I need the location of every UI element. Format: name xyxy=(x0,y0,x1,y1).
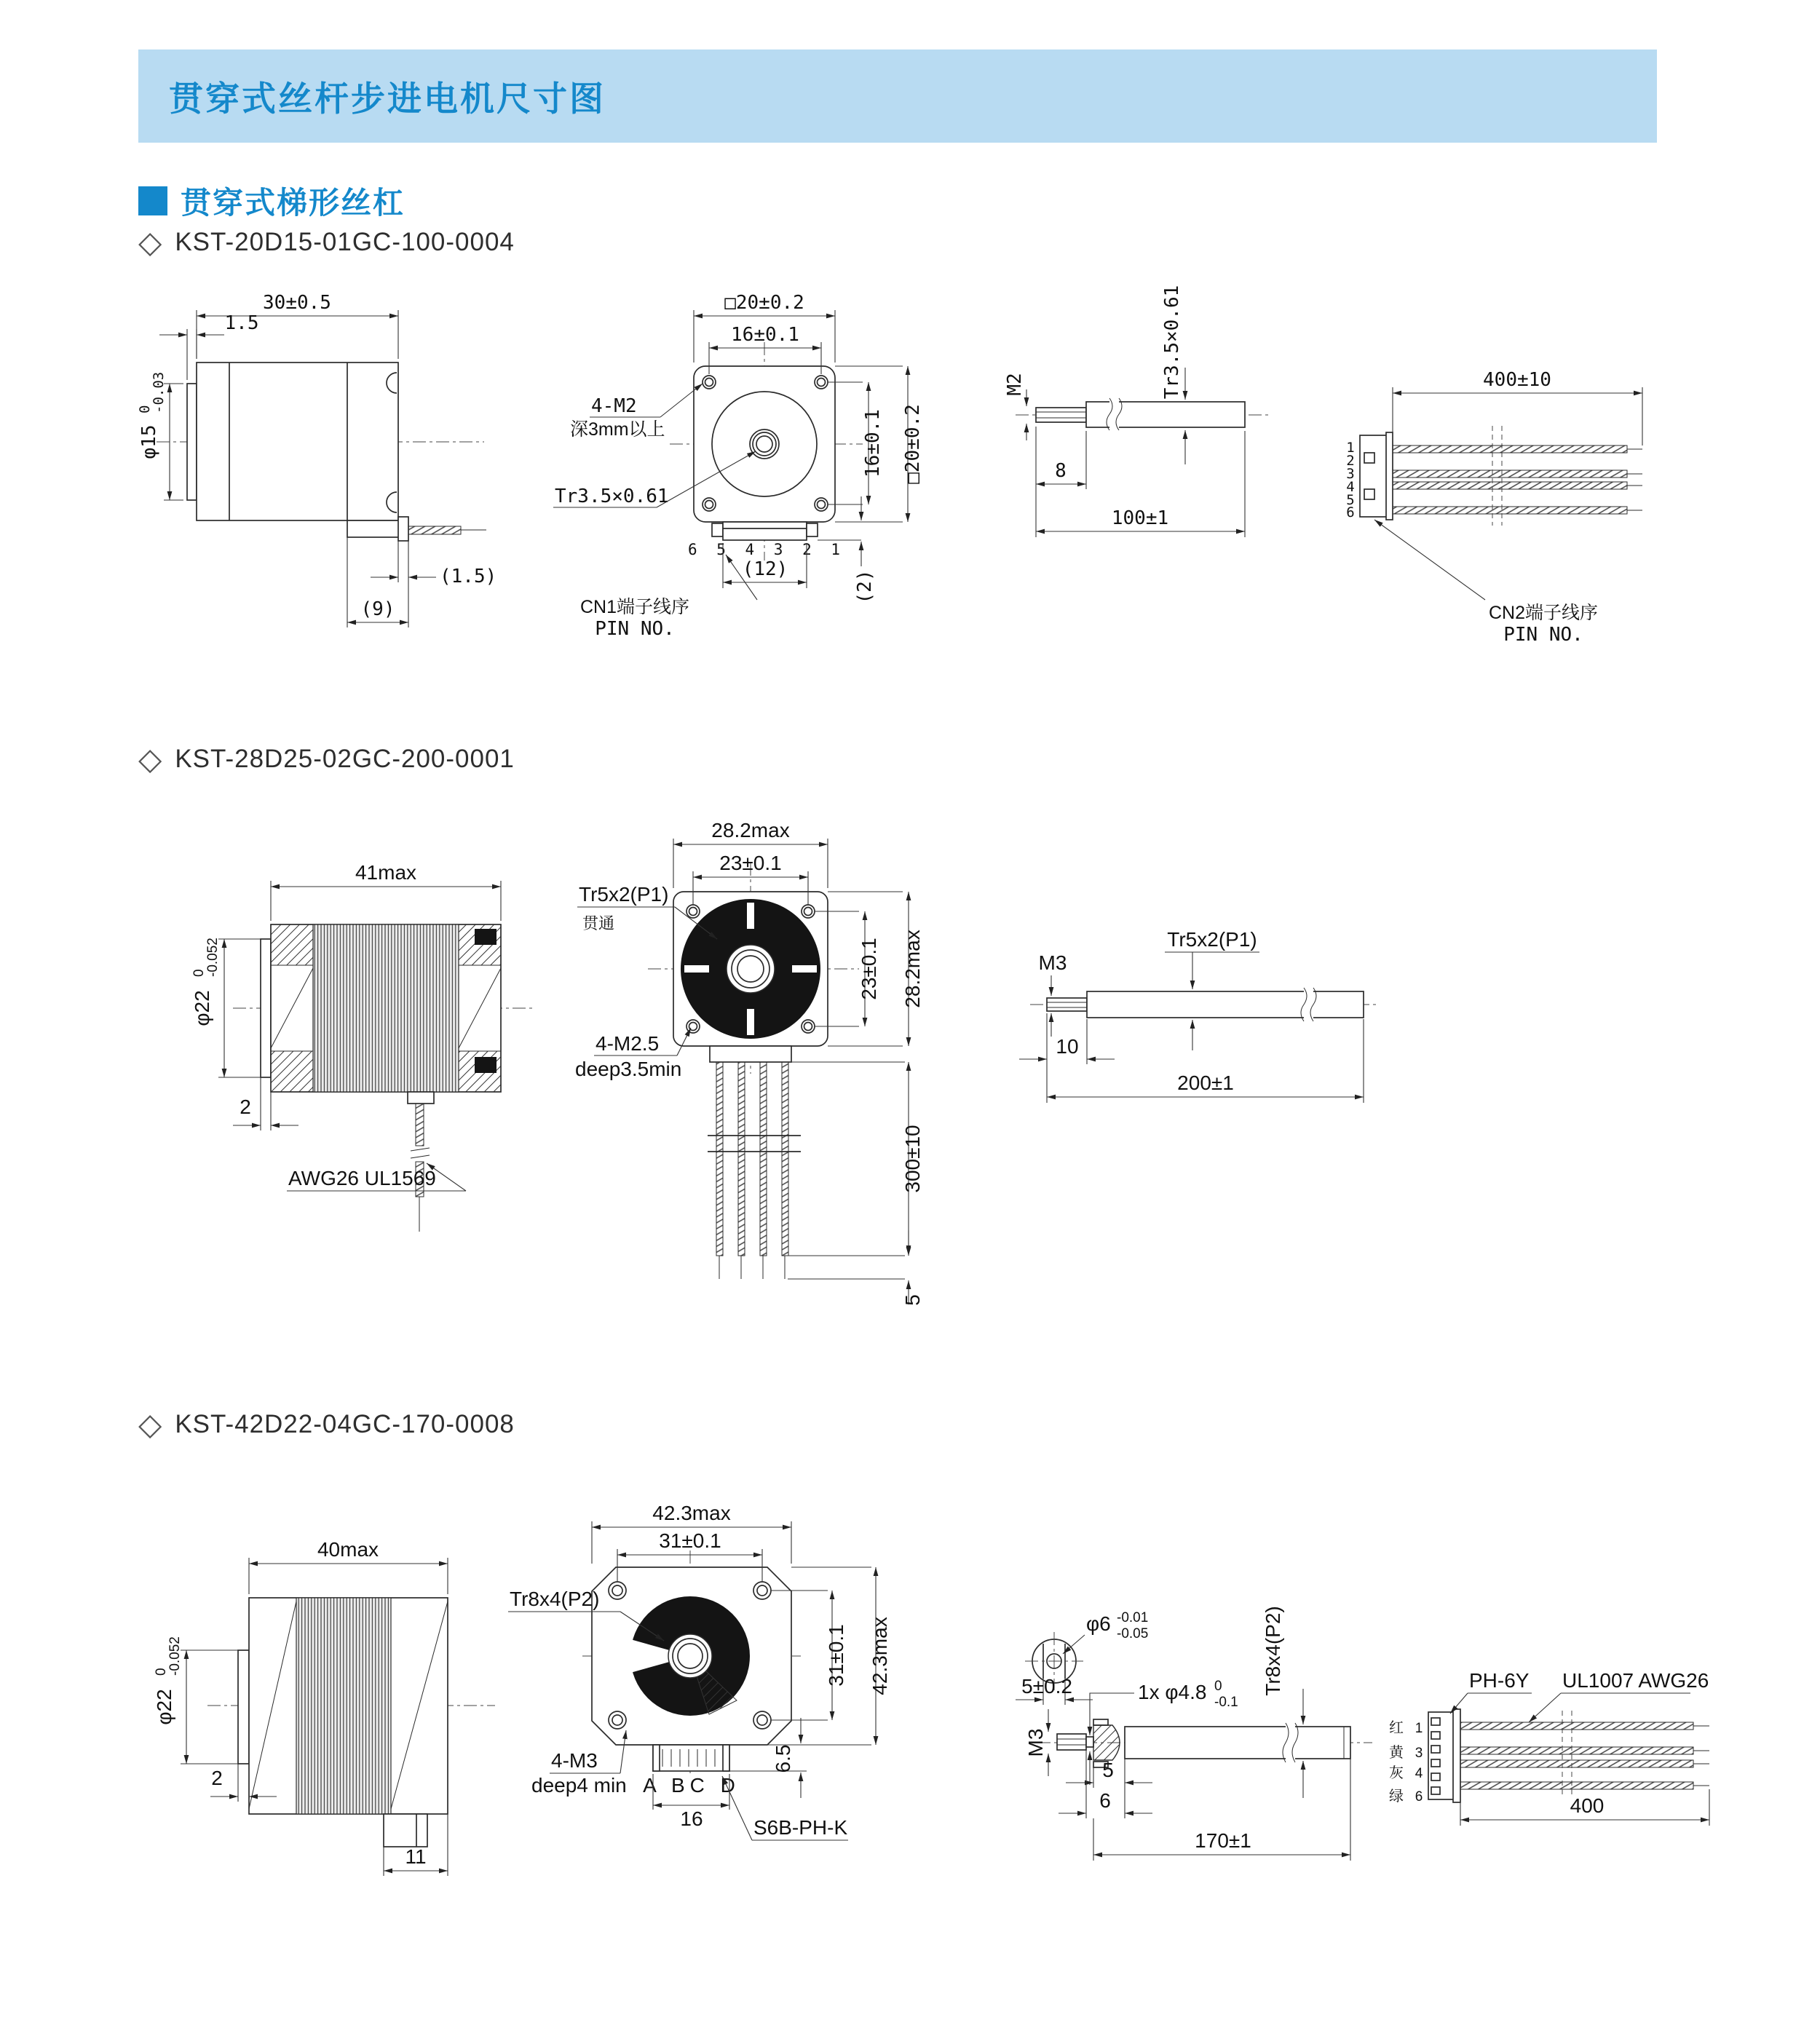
dim-m3-sec-sup: -0.01 xyxy=(1117,1610,1149,1625)
label-m2-screw-note: deep3.5min xyxy=(575,1058,682,1080)
m3-cable-pin: 3 xyxy=(1415,1746,1423,1761)
m3-front-view xyxy=(508,1502,891,1840)
diamond-icon: ◇ xyxy=(138,1407,162,1441)
label-m1-screw-note: 深3mm以上 xyxy=(570,419,665,440)
svg-text:0: 0 xyxy=(154,1668,169,1676)
m3-cable-wire xyxy=(1460,1782,1693,1789)
page-title: 贯穿式丝杆步进电机尺寸图 xyxy=(169,79,606,118)
dim-m1-pcd: 16±0.1 xyxy=(731,324,799,346)
m1-cable-pin: 4 xyxy=(1346,479,1355,495)
dim-m3-nut: 5 xyxy=(1102,1759,1114,1781)
dim-m2-outer: 28.2max xyxy=(711,819,790,841)
m2-motor-wire xyxy=(782,1062,788,1256)
m1-cable-pin: 5 xyxy=(1346,492,1355,508)
m3-cable-pin: 1 xyxy=(1415,1721,1423,1736)
m2-front-view xyxy=(575,819,924,1306)
dim-m2-pcd: 23±0.1 xyxy=(719,852,782,874)
dim-m3-conn-h: 6.5 xyxy=(772,1744,794,1773)
m1-cable-pin: 6 xyxy=(1346,504,1355,520)
dim-m3-length: 40max xyxy=(317,1538,379,1561)
dim-m3-tip-thread: M3 xyxy=(1024,1728,1047,1757)
svg-text:-0.052: -0.052 xyxy=(205,938,221,977)
label-m1-leadscrew: Tr3.5×0.61 xyxy=(555,486,669,507)
m2-shaft-view xyxy=(1019,928,1380,1103)
dim-m3-tip-len: 6 xyxy=(1099,1789,1111,1812)
m1-cable-pin: 2 xyxy=(1346,453,1355,469)
dim-m2-shaft-len: 200±1 xyxy=(1177,1072,1234,1094)
m1-side-view xyxy=(137,292,496,627)
dim-m2-pilot: 2 xyxy=(240,1096,251,1118)
dim-m2-wires-len: 300±10 xyxy=(901,1125,924,1193)
m1-lead-wire xyxy=(408,526,461,534)
dim-m1-diameter xyxy=(137,372,167,459)
label-m1-shaft-lead: Tr3.5×0.61 xyxy=(1161,285,1183,400)
dim-m3-diameter xyxy=(153,1636,183,1725)
m1-cable-wire xyxy=(1393,470,1627,478)
m1-front-view xyxy=(553,292,924,640)
dim-m3-sec-sub: -0.05 xyxy=(1117,1626,1149,1641)
svg-text:0: 0 xyxy=(137,405,153,413)
dim-m1-length: 30±0.5 xyxy=(263,292,331,314)
label-m1-pin-order: 6 5 4 3 2 1 xyxy=(687,541,846,558)
m2-motor-wire xyxy=(760,1062,767,1256)
m3-cable-pin: 4 xyxy=(1415,1766,1423,1781)
label-m3-connector: S6B-PH-K xyxy=(753,1816,848,1839)
dim-m2-outer-v: 28.2max xyxy=(901,930,924,1008)
m3-nut xyxy=(1093,1725,1120,1760)
m1-cable-pin: 3 xyxy=(1346,466,1355,482)
dim-m3-flats: 5±0.2 xyxy=(1021,1675,1072,1698)
label-m1-pinno: PIN NO. xyxy=(595,618,675,640)
model-name-2: KST-28D25-02GC-200-0001 xyxy=(175,745,515,773)
dim-m3-groove-sup: 0 xyxy=(1214,1679,1222,1694)
m1-cable-view xyxy=(1346,369,1642,646)
svg-text:-0.052: -0.052 xyxy=(167,1636,183,1676)
dim-m3-sec-dia: φ6 xyxy=(1086,1612,1111,1635)
m3-cable-view xyxy=(1389,1669,1709,1826)
dim-m2-pcd-v: 23±0.1 xyxy=(858,938,880,1000)
dim-m1-tail: (1.5) xyxy=(440,566,497,587)
dim-m1-rear: (9) xyxy=(360,598,395,620)
m3-wire-color: 灰 xyxy=(1389,1765,1404,1781)
m3-wire-color: 黄 xyxy=(1389,1745,1404,1761)
dim-m1-conn-w: (12) xyxy=(742,558,788,580)
diamond-icon: ◇ xyxy=(138,742,162,776)
dim-m2-strip: 5 xyxy=(901,1294,924,1306)
section-title: 贯穿式梯形丝杠 xyxy=(181,186,405,220)
m3-connector xyxy=(653,1745,729,1771)
m1-front-flange xyxy=(694,366,835,522)
m2-pilot-boss xyxy=(261,939,271,1077)
m2-coil xyxy=(313,924,459,1092)
svg-text:φ22: φ22 xyxy=(191,990,213,1026)
dim-m1-conn-h: (2) xyxy=(854,569,876,604)
model-name-1: KST-20D15-01GC-100-0004 xyxy=(175,228,515,256)
m1-bottom-bracket xyxy=(347,520,399,537)
m2-leadscrew-rod xyxy=(1087,991,1364,1018)
label-m2-screw: 4-M2.5 xyxy=(596,1032,660,1055)
m3-cable-wire xyxy=(1460,1722,1693,1730)
m2-shaft-tip xyxy=(1047,998,1087,1011)
label-m2-lead: Tr5x2(P1) xyxy=(579,883,669,906)
dim-m1-pilot: 1.5 xyxy=(224,312,259,334)
dim-m3-outer-v: 42.3max xyxy=(869,1617,891,1695)
m3-shaft-view xyxy=(1016,1606,1372,1861)
dim-m1-tip-len: 8 xyxy=(1055,460,1067,482)
m1-connector xyxy=(723,522,807,540)
dim-m3-pilot: 2 xyxy=(211,1767,223,1789)
m3-pilot-boss xyxy=(238,1650,249,1764)
dim-m3-outer: 42.3max xyxy=(652,1502,731,1524)
label-m1-cn2: CN2端子线序 xyxy=(1488,603,1599,623)
dim-m3-conn: 11 xyxy=(405,1845,427,1868)
label-m3-screw-note: deep4 min xyxy=(531,1774,627,1797)
dim-m3-cable-len: 400 xyxy=(1570,1794,1605,1817)
dim-m2-diameter xyxy=(191,938,221,1026)
m2-lead-wire xyxy=(416,1104,424,1146)
dim-m3-groove-sub: -0.1 xyxy=(1214,1695,1238,1710)
m1-pilot-boss xyxy=(187,384,197,500)
label-m2-shaft-lead: Tr5x2(P1) xyxy=(1167,928,1257,951)
label-m3-shaft-lead: Tr8x4(P2) xyxy=(1262,1606,1284,1696)
dim-m3-pcd-v: 31±0.1 xyxy=(825,1624,847,1687)
label-m3-screw: 4-M3 xyxy=(551,1749,598,1772)
svg-text:0: 0 xyxy=(191,969,207,977)
label-m3-cable-conn: PH-6Y xyxy=(1469,1669,1530,1692)
m3-wire-color: 绿 xyxy=(1389,1789,1404,1805)
m3-leadscrew-rod xyxy=(1125,1727,1350,1759)
svg-text:φ22: φ22 xyxy=(153,1689,175,1725)
label-m1-cn1: CN1端子线序 xyxy=(579,597,690,617)
m3-cable-wire xyxy=(1460,1760,1693,1767)
m1-cable-connector xyxy=(1360,435,1388,517)
label-m2-lead-note: 贯通 xyxy=(582,914,615,932)
m3-cable-pin: 6 xyxy=(1415,1789,1423,1805)
m1-cable-wire xyxy=(1393,445,1627,453)
m3-coil xyxy=(296,1598,391,1814)
label-m1-cable-pinno: PIN NO. xyxy=(1503,624,1583,646)
m1-cable-wire xyxy=(1393,482,1627,489)
m3-connector-step xyxy=(384,1814,427,1847)
dim-m3-groove: 1x φ4.8 xyxy=(1138,1681,1207,1703)
m1-cable-pin: 1 xyxy=(1346,440,1355,456)
label-m3-lead: Tr8x4(P2) xyxy=(510,1588,600,1610)
dim-m2-tip-len: 10 xyxy=(1056,1035,1079,1058)
m2-side-view xyxy=(191,861,535,1232)
dim-m1-cable-len: 400±10 xyxy=(1483,369,1551,391)
m2-motor-wire xyxy=(738,1062,745,1256)
dim-m1-pcd-v: 16±0.1 xyxy=(862,409,884,478)
svg-text:-0.03: -0.03 xyxy=(151,371,167,413)
dim-m2-length: 41max xyxy=(355,861,417,884)
dim-m1-tip-thread: M2 xyxy=(1004,373,1026,396)
dim-m1-outer: □20±0.2 xyxy=(724,292,804,314)
m1-motor-body xyxy=(197,363,398,520)
dim-m3-shaft-len: 170±1 xyxy=(1195,1829,1251,1852)
m2-wire-exit xyxy=(710,1046,791,1062)
m3-shaft-tip xyxy=(1057,1734,1086,1750)
dim-m2-tip-thread: M3 xyxy=(1038,951,1067,974)
m1-shaft-tip xyxy=(1036,408,1086,422)
m3-wire-color: 红 xyxy=(1389,1720,1404,1736)
model-name-3: KST-42D22-04GC-170-0008 xyxy=(175,1410,515,1438)
dim-m3-conn-w: 16 xyxy=(680,1807,703,1830)
label-m3-cable-wire: UL1007 AWG26 xyxy=(1562,1669,1709,1692)
dim-m1-shaft-len: 100±1 xyxy=(1111,507,1169,529)
m1-cable-wire xyxy=(1393,507,1627,514)
m3-cable-wire xyxy=(1460,1747,1693,1754)
label-m2-wire: AWG26 UL1569 xyxy=(288,1167,436,1189)
diamond-icon: ◇ xyxy=(138,225,162,259)
m1-shaft-view xyxy=(1004,285,1270,537)
label-m1-screw: 4-M2 xyxy=(591,395,637,417)
m2-motor-wire xyxy=(716,1062,723,1256)
m3-side-view xyxy=(153,1538,495,1876)
dim-m3-pcd: 31±0.1 xyxy=(659,1529,721,1552)
dim-m1-outer-v: □20±0.2 xyxy=(902,404,924,484)
label-m3-pins: A BC D xyxy=(643,1774,740,1797)
svg-text:φ15: φ15 xyxy=(138,424,160,459)
